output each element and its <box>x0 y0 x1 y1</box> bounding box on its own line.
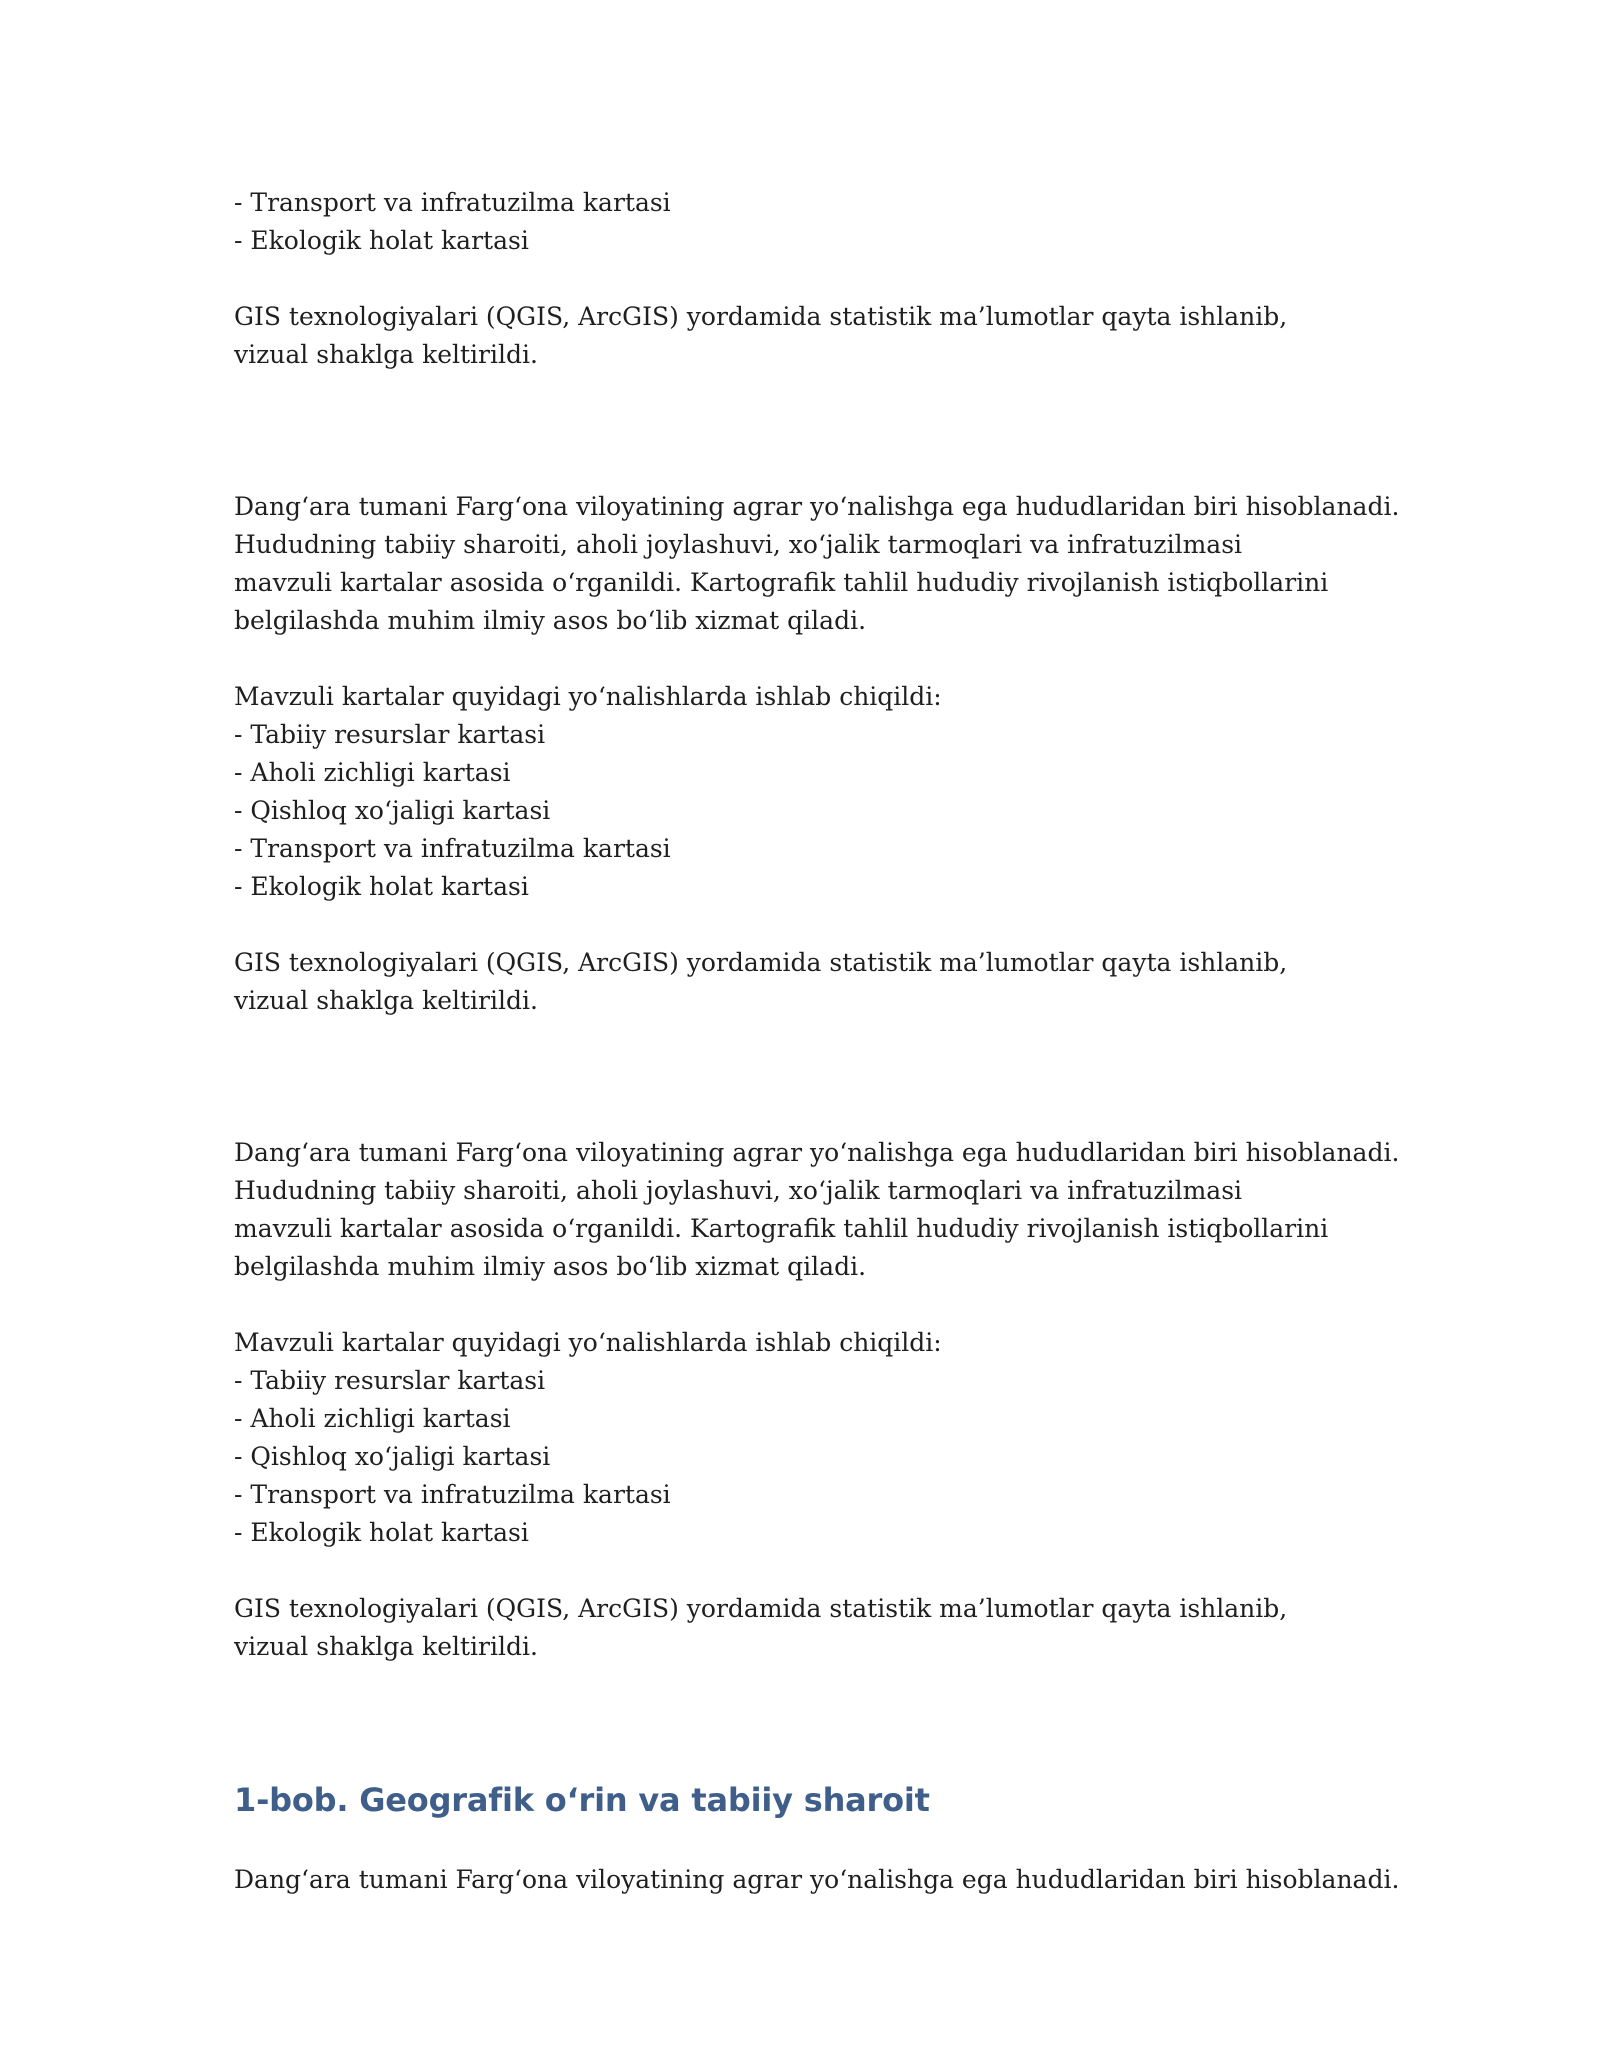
paragraph-line: Dang‘ara tumani Farg‘ona viloyatining agrar yo‘nalishga ega hududlaridan biri hisoblanadi. <box>234 492 1400 521</box>
list-item: - Qishloq xo‘jaligi kartasi <box>234 1442 551 1471</box>
thematic-maps-list <box>234 678 1434 906</box>
paragraph-line: GIS texnologiyalari (QGIS, ArcGIS) yordamida statistik ma’lumotlar qayta ishlanib, <box>234 1594 1288 1623</box>
chapter-paragraph <box>234 1861 1434 1899</box>
gis-paragraph <box>234 298 1434 374</box>
list-item: - Transport va infratuzilma kartasi <box>234 1480 671 1509</box>
list-item: - Aholi zichligi kartasi <box>234 1404 511 1433</box>
paragraph-line: Hududning tabiiy sharoiti, aholi joylashuvi, xo‘jalik tarmoqlari va infratuzilmasi <box>234 1176 1243 1205</box>
paragraph-line: Dang‘ara tumani Farg‘ona viloyatining agrar yo‘nalishga ega hududlaridan biri hisoblanadi. <box>234 1865 1400 1894</box>
paragraph-line: vizual shaklga keltirildi. <box>234 1632 538 1661</box>
list-item: - Tabiiy resurslar kartasi <box>234 1366 546 1395</box>
gis-paragraph <box>234 1590 1434 1666</box>
list-intro: Mavzuli kartalar quyidagi yo‘nalishlarda ishlab chiqildi: <box>234 682 942 711</box>
intro-paragraph <box>234 488 1434 640</box>
paragraph-line: vizual shaklga keltirildi. <box>234 340 538 369</box>
paragraph-line: mavzuli kartalar asosida o‘rganildi. Kartografik tahlil hududiy rivojlanish istiqbollarini <box>234 1214 1329 1243</box>
paragraph-line: GIS texnologiyalari (QGIS, ArcGIS) yordamida statistik ma’lumotlar qayta ishlanib, <box>234 948 1288 977</box>
thematic-maps-list <box>234 1324 1434 1552</box>
section-gap <box>234 1058 1434 1134</box>
list-item: - Transport va infratuzilma kartasi <box>234 188 671 217</box>
list-item: - Ekologik holat kartasi <box>234 226 529 255</box>
paragraph-line: Dang‘ara tumani Farg‘ona viloyatining agrar yo‘nalishga ega hududlaridan biri hisoblanadi. <box>234 1138 1400 1167</box>
list-item: - Qishloq xo‘jaligi kartasi <box>234 796 551 825</box>
paragraph-line: belgilashda muhim ilmiy asos bo‘lib xizmat qiladi. <box>234 606 867 635</box>
chapter-heading: 1-bob. Geografik o‘rin va tabiiy sharoit <box>234 1781 930 1819</box>
intro-paragraph <box>234 1134 1434 1286</box>
list-item: - Aholi zichligi kartasi <box>234 758 511 787</box>
list-item: - Transport va infratuzilma kartasi <box>234 834 671 863</box>
gis-paragraph <box>234 944 1434 1020</box>
list-item: - Tabiiy resurslar kartasi <box>234 720 546 749</box>
list-item: - Ekologik holat kartasi <box>234 1518 529 1547</box>
paragraph-line: belgilashda muhim ilmiy asos bo‘lib xizmat qiladi. <box>234 1252 867 1281</box>
paragraph-line: mavzuli kartalar asosida o‘rganildi. Kartografik tahlil hududiy rivojlanish istiqbollarini <box>234 568 1329 597</box>
paragraph-line: GIS texnologiyalari (QGIS, ArcGIS) yordamida statistik ma’lumotlar qayta ishlanib, <box>234 302 1288 331</box>
list-intro: Mavzuli kartalar quyidagi yo‘nalishlarda ishlab chiqildi: <box>234 1328 942 1357</box>
map-list-continued <box>234 184 1434 260</box>
paragraph-line: vizual shaklga keltirildi. <box>234 986 538 1015</box>
document-content <box>234 184 1434 1937</box>
section-gap <box>234 412 1434 488</box>
list-item: - Ekologik holat kartasi <box>234 872 529 901</box>
section-gap <box>234 1704 1434 1780</box>
paragraph-line: Hududning tabiiy sharoiti, aholi joylashuvi, xo‘jalik tarmoqlari va infratuzilmasi <box>234 530 1243 559</box>
